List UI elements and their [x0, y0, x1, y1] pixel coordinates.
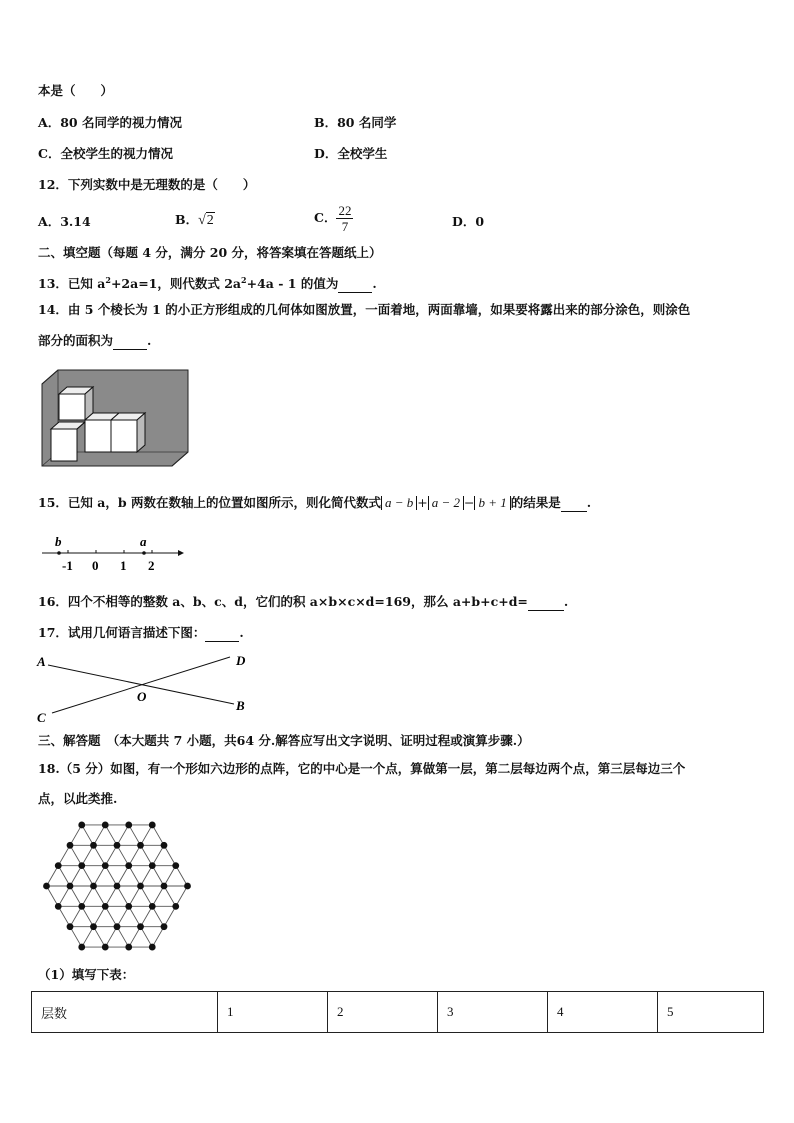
point-label-d: D [236, 653, 246, 668]
lattice-dot [43, 883, 50, 890]
lattice-edge [105, 886, 117, 906]
lattice-dot [161, 883, 168, 890]
q17-text: 17．试用几何语言描述下图： [38, 625, 206, 640]
q14-text: 部分的面积为 [38, 333, 114, 348]
tick-label: 0 [92, 558, 99, 573]
point-label-b: b [55, 534, 62, 549]
lattice-edge [176, 886, 188, 906]
q14-end: . [147, 333, 152, 348]
lattice-edge [141, 906, 153, 926]
lattice-edge [152, 825, 164, 845]
intersecting-lines-figure [34, 650, 264, 726]
table-row [32, 992, 764, 1033]
point-label-a: a [140, 534, 147, 549]
lattice-dot [90, 923, 97, 930]
lattice-edge [141, 866, 153, 886]
lattice-edge [70, 866, 82, 886]
q15-text: 的结果是 [510, 495, 561, 510]
q15-end: . [586, 495, 592, 510]
lattice-edge [94, 866, 106, 886]
lattice-dot [125, 822, 132, 829]
lattice-dot [67, 883, 74, 890]
lattice-dot [102, 822, 109, 829]
lattice-edge [105, 825, 117, 845]
denominator: 7 [341, 219, 349, 234]
lattice-dot [125, 903, 132, 910]
lattice-edge [105, 866, 117, 886]
option-letter: B． [314, 115, 338, 130]
lattice-dot [78, 822, 85, 829]
lattice-edge [94, 845, 106, 865]
layers-table [31, 991, 764, 1033]
lattice-dot [67, 923, 74, 930]
lattice-dot [78, 903, 85, 910]
lattice-dot [78, 862, 85, 869]
q12-stem: 12．下列实数中是无理数的是（ ） [38, 177, 256, 192]
lattice-edge [152, 927, 164, 947]
section-3-heading: 三、解答题 （本大题共 7 小题，共64 分.解答应写出文字说明、证明过程或演算步骤.） [38, 733, 530, 748]
option-letter: A． [38, 115, 61, 130]
point-label-a: A [37, 654, 46, 669]
lattice-edge [70, 845, 82, 865]
q16-end: . [563, 594, 569, 609]
option-letter: C． [314, 210, 337, 225]
option-letter: A． [38, 214, 61, 229]
option-letter: B． [175, 212, 199, 227]
q13-end: . [372, 276, 377, 292]
lattice-dot [125, 862, 132, 869]
lattice-edge [176, 866, 188, 886]
lattice-edge [70, 906, 82, 926]
lattice-dot [149, 944, 156, 951]
lattice-edge [105, 906, 117, 926]
lattice-edge [129, 866, 141, 886]
fraction [336, 203, 353, 234]
lattice-dot [172, 903, 179, 910]
point-label-b: B [236, 698, 245, 713]
abs-value-3: b + 1 [474, 496, 510, 510]
numerator: 22 [338, 203, 352, 218]
q16-text: 16．四个不相等的整数 a、b、c、d，它们的积 a×b×c×d=169，那么 a+b+c+d= [38, 594, 528, 609]
option-text: 0 [475, 214, 485, 229]
answer-blank [561, 495, 587, 512]
section-2-heading: 二、填空题（每题 4 分，满分 20 分，将答案填在答题纸上） [38, 245, 382, 260]
lattice-edge [82, 927, 94, 947]
option-text: 3.14 [60, 214, 91, 229]
lattice-edge [117, 927, 129, 947]
tick-label: 1 [120, 558, 127, 573]
lattice-edge [129, 927, 141, 947]
lattice-edge [152, 886, 164, 906]
superscript: 2 [105, 275, 111, 285]
answer-blank [338, 276, 372, 293]
lattice-dot [55, 903, 62, 910]
lattice-edge [70, 927, 82, 947]
lattice-edge [94, 825, 106, 845]
lattice-edge [141, 825, 153, 845]
lattice-edge [129, 825, 141, 845]
q13-text: +4a - 1 的值为 [246, 276, 339, 292]
operator: − [464, 495, 475, 510]
option-letter: D． [452, 214, 476, 229]
q12-option-a [38, 214, 91, 230]
point-label-o: O [137, 689, 147, 704]
point-b [57, 551, 61, 555]
lattice-edge [152, 845, 164, 865]
lattice-edge [47, 886, 59, 906]
option-text: 全校学生的视力情况 [60, 146, 173, 161]
lattice-edge [141, 845, 153, 865]
lattice-edge [164, 866, 176, 886]
lattice-dot [137, 923, 144, 930]
lattice-edge [164, 886, 176, 906]
q15 [38, 495, 591, 512]
q18-line-1: 18.（5 分）如图，有一个形如六边形的点阵，它的中心是一个点，算做第一层，第二层每边两个点，第三层每边三个 [38, 761, 686, 776]
lattice-dot [67, 842, 74, 849]
point-label-c: C [37, 710, 46, 725]
lattice-dot [102, 862, 109, 869]
lattice-dot [102, 903, 109, 910]
q18-sub-question-1: （1）填写下表： [38, 967, 135, 982]
lattice-edge [117, 886, 129, 906]
abs-value-2: a − 2 [428, 496, 464, 510]
lattice-dot [161, 842, 168, 849]
answer-blank [113, 333, 147, 350]
radicand: 2 [206, 213, 214, 228]
lattice-edge [82, 906, 94, 926]
lattice-edge [47, 866, 59, 886]
q11-option-b [314, 115, 396, 131]
lattice-edge [117, 825, 129, 845]
q14-line-1: 14．由 5 个棱长为 1 的小正方形组成的几何体如图放置，一面着地，两面靠墙，如果要将露出来的部分涂色，则涂色 [38, 302, 691, 317]
lattice-edge [105, 927, 117, 947]
lattice-dot [184, 883, 191, 890]
q12-option-c [314, 203, 353, 234]
option-letter: C． [38, 146, 61, 161]
lattice-edge [164, 845, 176, 865]
lattice-edge [152, 866, 164, 886]
option-letter: D． [314, 146, 338, 161]
lattice-dot [102, 944, 109, 951]
q13-text: 13．已知 a [38, 276, 106, 292]
q17-end: . [239, 625, 244, 640]
q16 [38, 594, 568, 611]
lattice-edge [82, 866, 94, 886]
lattice-edge [58, 845, 70, 865]
lattice-dot [149, 903, 156, 910]
option-text: 80 名同学的视力情况 [60, 115, 182, 130]
lattice-dot [149, 822, 156, 829]
option-text: 全校学生 [337, 146, 388, 161]
q11-stem-tail: 本是（ ） [38, 83, 114, 98]
q17 [38, 625, 244, 642]
q15-text: 15．已知 a，b 两数在数轴上的位置如图所示，则化简代数式 [38, 495, 381, 510]
q12-option-d [452, 214, 484, 230]
q18-line-2: 点，以此类推. [38, 791, 118, 806]
q13-text: +2a=1，则代数式 2a [110, 276, 242, 292]
lattice-edge [117, 845, 129, 865]
table-header-cell: 层数 [32, 992, 218, 1033]
lattice-edge [94, 906, 106, 926]
lattice-edge [117, 866, 129, 886]
lattice-dot [149, 862, 156, 869]
table-cell: 3 [438, 992, 548, 1033]
option-text: 80 名同学 [337, 115, 397, 130]
lattice-dot [90, 842, 97, 849]
lattice-edge [117, 906, 129, 926]
lattice-dot [114, 883, 121, 890]
operator: + [417, 495, 428, 510]
lattice-dot [90, 883, 97, 890]
lattice-edge [129, 845, 141, 865]
lattice-edge [58, 906, 70, 926]
lattice-edge [129, 886, 141, 906]
lattice-edge [141, 886, 153, 906]
cube-stack-figure [40, 368, 190, 470]
q11-option-a [38, 115, 182, 131]
lattice-edge [70, 886, 82, 906]
tick-label: -1 [62, 558, 73, 573]
lattice-dot [114, 842, 121, 849]
table-cell: 1 [218, 992, 328, 1033]
lattice-dot [55, 862, 62, 869]
lattice-edge [82, 825, 94, 845]
lattice-edge [94, 886, 106, 906]
lattice-dot [161, 923, 168, 930]
lattice-dot [137, 883, 144, 890]
q11-option-d [314, 146, 387, 162]
lattice-edge [152, 906, 164, 926]
lattice-dot [78, 944, 85, 951]
table-cell: 2 [328, 992, 438, 1033]
lattice-edge [82, 845, 94, 865]
table-cell: 4 [548, 992, 658, 1033]
superscript: 2 [241, 275, 247, 285]
lattice-edge [94, 927, 106, 947]
radical-sign: √ [198, 213, 206, 228]
lattice-edge [82, 886, 94, 906]
number-line-figure [38, 534, 186, 576]
hexagonal-dot-lattice-figure [40, 818, 195, 956]
q12-option-b [175, 212, 215, 229]
table-cell: 5 [658, 992, 764, 1033]
lattice-dot [114, 923, 121, 930]
q11-option-c [38, 146, 173, 162]
lattice-edge [141, 927, 153, 947]
sqrt-expression [198, 212, 215, 228]
lattice-edge [164, 906, 176, 926]
lattice-edge [58, 866, 70, 886]
answer-blank [205, 625, 239, 642]
lattice-dot [172, 862, 179, 869]
lattice-edge [105, 845, 117, 865]
lattice-dot [125, 944, 132, 951]
lattice-edge [70, 825, 82, 845]
lattice-edge [58, 886, 70, 906]
point-a [142, 551, 146, 555]
answer-blank [528, 594, 564, 611]
lattice-dot [137, 842, 144, 849]
q14-line-2 [38, 333, 151, 350]
q13 [38, 272, 377, 293]
abs-value-1: a − b [381, 496, 417, 510]
tick-label: 2 [148, 558, 155, 573]
lattice-edge [129, 906, 141, 926]
